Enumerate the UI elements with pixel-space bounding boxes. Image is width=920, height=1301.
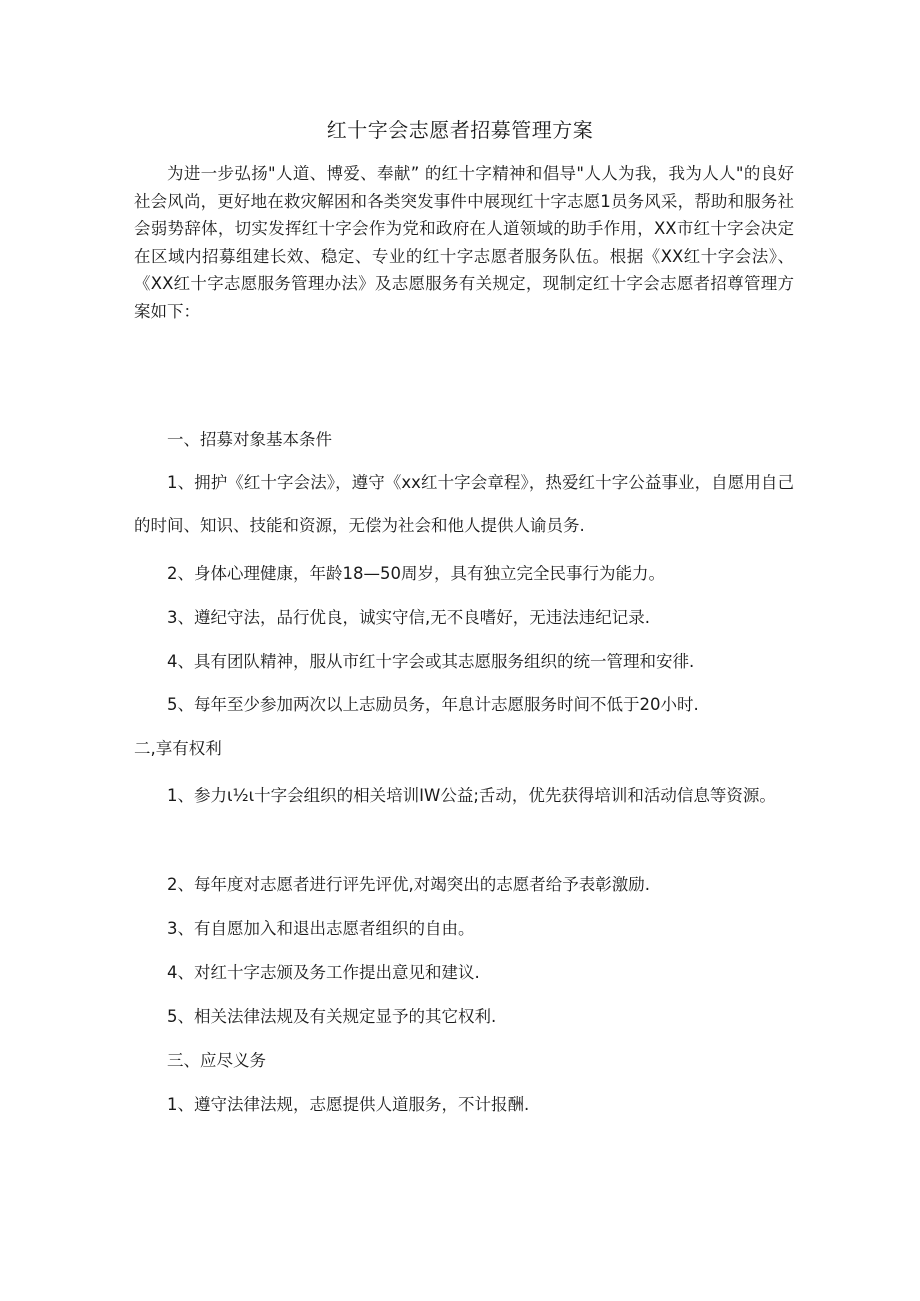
- intro-paragraph: 为进一步弘扬"人道、博爱、奉献” 的红十字精神和倡导"人人为我，我为人人"的良好社会风尚，更好地在救灾解困和各类突发事件中展现红十字志愿1员务风采，帮助和服务社会弱势辞体，切实发挥红十字会作为党和政府在人道领域的助手作用，XX市红十字会决定在区域内招募组建长效、稳定、专业的红十字志愿者服务队伍。根据《XX红十字会法》、《XX红十字志愿服务管理办法》及志愿服务有关规定，现制定红十字会志愿者招尊管理方案如下：: [134, 164, 794, 321]
- rights-item-1: 1、参力ι½ι十字会组织的相关培训IW公益;舌动，优先获得培训和活动信息等资源。: [167, 786, 776, 805]
- rights-item-5: 5、相关法律法规及有关规定显予的其它权利.: [167, 1007, 497, 1026]
- rights-item-2: 2、每年度对志愿者进行评先评优,对竭突出的志愿者给予表彰激励.: [167, 875, 650, 894]
- rights-item-3: 3、有自愿加入和退出志愿者组织的自由。: [167, 919, 475, 938]
- section-heading-requirements: 一、招募对象基本条件: [167, 430, 332, 449]
- rights-item-4: 4、对红十字志颁及务工作提出意见和建议.: [167, 963, 480, 982]
- requirement-item-1: 1、拥护《红十字会法》，遵守《xx红十字会章程》，热爱红十字公益事业，自愿用自己的时间、知识、技能和资源，无偿为社会和他人提供人谕员务.: [134, 473, 794, 535]
- requirement-item-4: 4、具有团队精神，服从市红十字会或其志愿服务组织的统一管理和安徘.: [167, 652, 695, 671]
- duties-item-1: 1、遵守法律法规，志愿提供人道服务，不计报酬.: [167, 1095, 530, 1114]
- requirement-item-5: 5、每年至少参加两次以上志励员务，年息计志愿服务时间不低于20小时.: [167, 695, 699, 714]
- document-title: 红十字会志愿者招募管理方案: [326, 118, 594, 142]
- requirement-item-2: 2、身体心理健康，年龄18—50周岁，具有独立完全民事行为能力。: [167, 564, 665, 583]
- section-heading-rights: 二,享有权利: [134, 739, 222, 758]
- section-heading-duties: 三、应尽义务: [167, 1051, 266, 1070]
- requirement-item-3: 3、遵纪守法，品行优良，诚实守信,无不良嗜好，无违法违纪记录.: [167, 608, 650, 627]
